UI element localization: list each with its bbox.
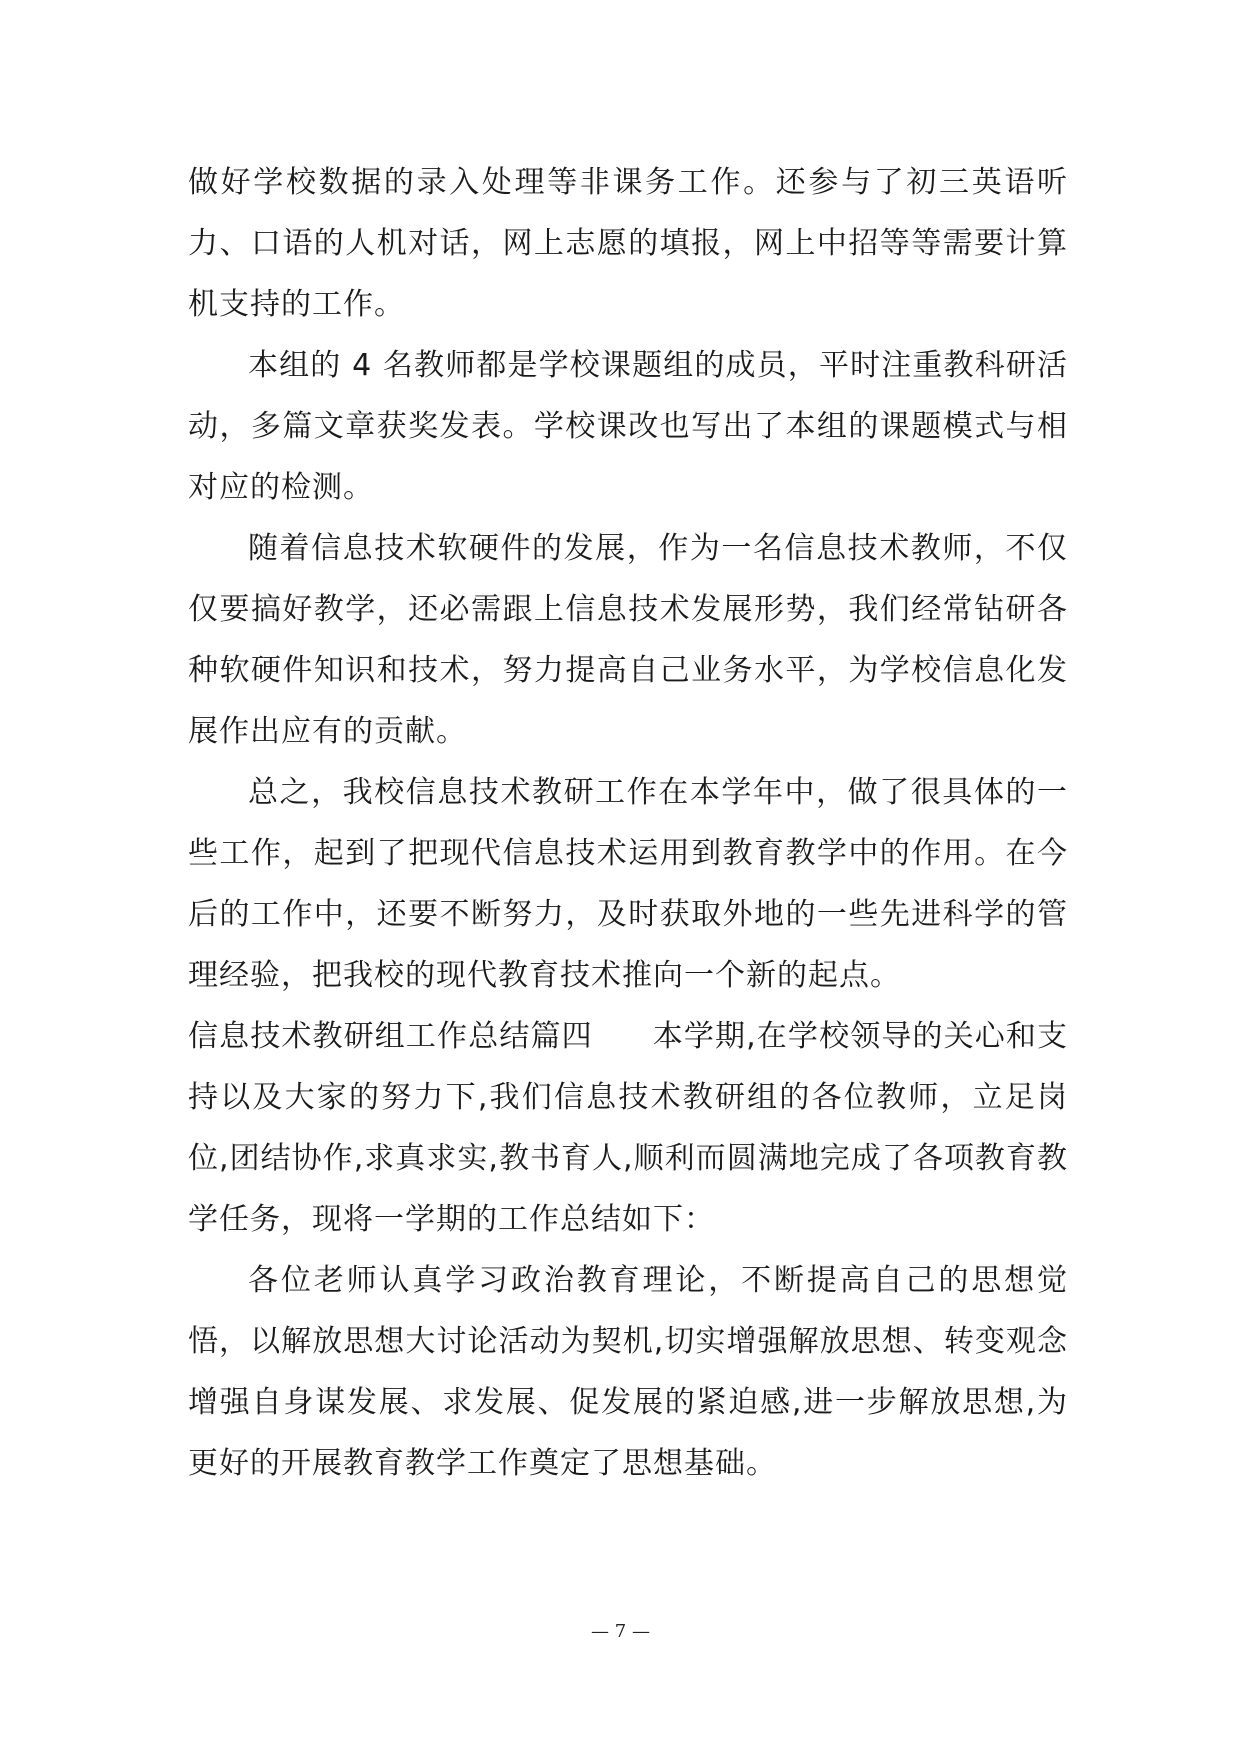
paragraph: 总之，我校信息技术教研工作在本学年中，做了很具体的一些工作，起到了把现代信息技术运用到教育教学中的作用。在今后的工作中，还要不断努力，及时获取外地的一些先进科学的管理经验，把我校的现代教育技术推向一个新的起点。	[188, 775, 1068, 993]
paragraph-continued: 做好学校数据的录入处理等非课务工作。还参与了初三英语听力、口语的人机对话，网上志愿的填报，网上中招等等需要计算机支持的工作。	[188, 165, 1068, 322]
page-number: — 7 —	[591, 1621, 650, 1642]
paragraph: 随着信息技术软硬件的发展，作为一名信息技术教师，不仅仅要搞好教学，还必需跟上信息技术发展形势，我们经常钻研各种软硬件知识和技术，努力提高自己业务水平，为学校信息化发展作出应有的贡献。	[188, 531, 1068, 749]
section-title: 信息技术教研组工作总结篇四	[188, 1019, 593, 1054]
section-paragraph	[188, 1006, 1068, 1250]
paragraph: 本组的 4 名教师都是学校课题组的成员，平时注重教科研活动，多篇文章获奖发表。学校课改也写出了本组的课题模式与相对应的检测。	[188, 348, 1068, 505]
body-text	[188, 152, 1068, 1494]
paragraph: 各位老师认真学习政治教育理论，不断提高自己的思想觉悟，以解放思想大讨论活动为契机,切实增强解放思想、转变观念增强自身谋发展、求发展、促发展的紧迫感,进一步解放思想,为更好的开展教育教学工作奠定了思想基础。	[188, 1263, 1068, 1481]
section-intro: 本学期,在学校领导的关心和支持以及大家的努力下,我们信息技术教研组的各位教师，立足岗位,团结协作,求真求实,教书育人,顺利而圆满地完成了各项教育教学任务，现将一学期的工作总结如下：	[188, 1019, 1068, 1237]
